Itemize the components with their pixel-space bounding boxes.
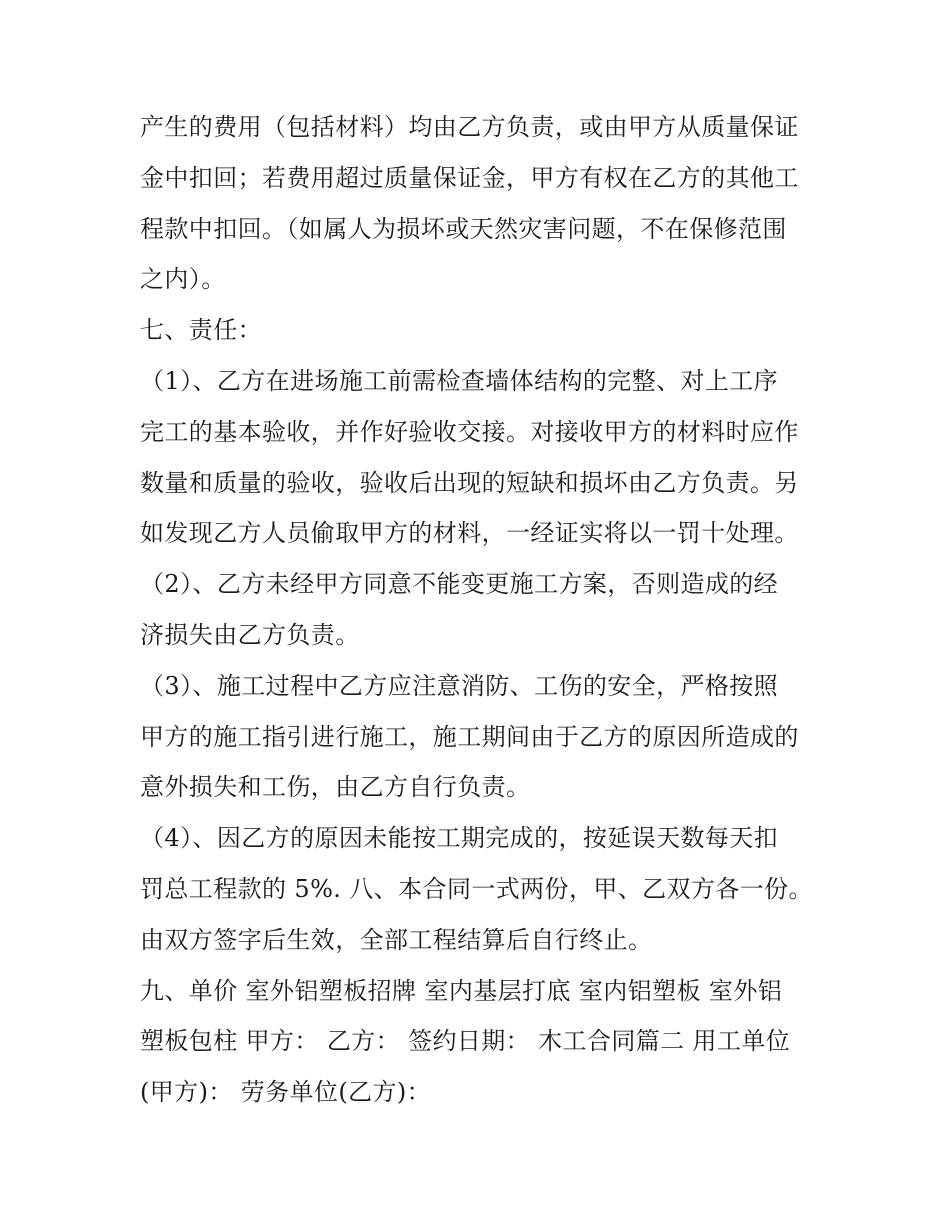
text-line: 意外损失和工伤，由乙方自行负责。 [140,773,531,802]
text-line: 九、单价 室外铝塑板招牌 室内基层打底 室内铝塑板 室外铝 [140,976,783,1005]
text-line: （2）、乙方未经甲方同意不能变更施工方案，否则造成的经 [140,570,779,599]
text-line: 数量和质量的验收，验收后出现的短缺和损坏由乙方负责。另 [140,468,799,497]
section-heading: 七、责任： [140,316,262,345]
text-line: (甲方)： 劳务单位(乙方)： [140,1078,432,1107]
text-line: 由双方签字后生效，全部工程结算后自行终止。 [140,925,653,954]
text-line: （3）、施工过程中乙方应注意消防、工伤的安全，严格按照 [140,671,779,700]
text-line: （1）、乙方在进场施工前需检查墙体结构的完整、对上工序 [140,366,779,395]
text-line: 甲方的施工指引进行施工，施工期间由于乙方的原因所造成的 [140,722,799,751]
text-line: 程款中扣回。（如属人为损坏或天然灾害问题，不在保修范围 [140,214,787,243]
text-line: 金中扣回；若费用超过质量保证金，甲方有权在乙方的其他工 [140,163,799,192]
text-line: 之内）。 [140,265,226,294]
text-line: 塑板包柱 甲方： 乙方： 签约日期： 木工合同篇二 用工单位 [140,1027,791,1056]
text-line: 罚总工程款的 5%. 八、本合同一式两份，甲、乙双方各一份。 [140,874,813,903]
contract-text [140,102,830,1118]
text-line: （4）、因乙方的原因未能按工期完成的，按延误天数每天扣 [140,824,779,853]
text-line: 如发现乙方人员偷取甲方的材料，一经证实将以一罚十处理。 [140,519,799,548]
text-line: 完工的基本验收，并作好验收交接。对接收甲方的材料时应作 [140,417,799,446]
text-line: 济损失由乙方负责。 [140,620,360,649]
text-line: 产生的费用（包括材料）均由乙方负责，或由甲方从质量保证 [140,113,799,141]
